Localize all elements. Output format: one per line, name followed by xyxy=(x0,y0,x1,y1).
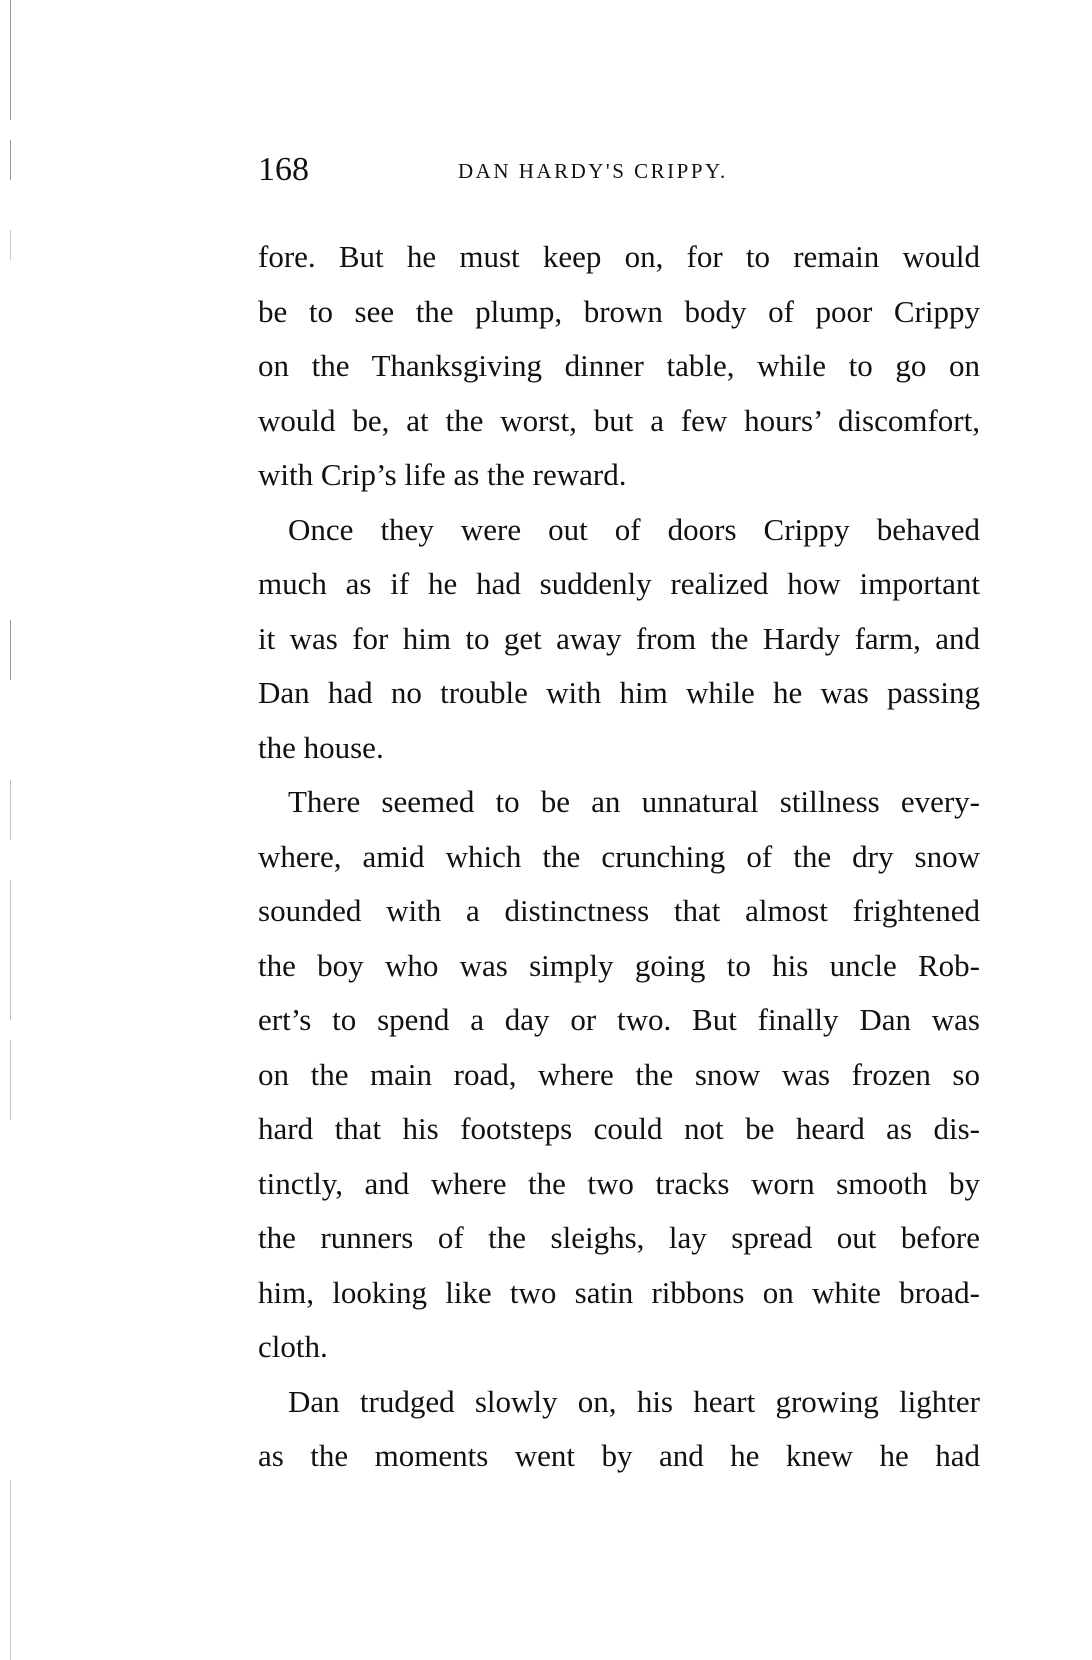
gutter-mark xyxy=(10,230,11,260)
text-line: where, amid which the crunching of the dry snow xyxy=(258,838,980,874)
text-line: on the Thanksgiving dinner table, while to go on xyxy=(258,348,980,383)
text-line: it was for him to get away from the Hardy farm, and xyxy=(258,620,980,656)
text-line: fore. But he must keep on, for to remain would xyxy=(258,239,980,274)
text-line: ert’s to spend a day or two. But finally Dan was xyxy=(258,1002,980,1037)
text-line: with Crip’s life as the reward. xyxy=(258,457,627,492)
paragraph xyxy=(258,775,980,1375)
gutter-mark xyxy=(10,1040,11,1120)
gutter-mark xyxy=(10,620,11,680)
running-head: DAN HARDY'S CRIPPY. xyxy=(458,159,728,183)
text-line: There seemed to be an unnatural stillness every- xyxy=(288,784,980,819)
text-line: the runners of the sleighs, lay spread out before xyxy=(258,1220,980,1255)
text-line: be to see the plump, brown body of poor Crippy xyxy=(258,293,980,329)
text-line: sounded with a distinctness that almost frightened xyxy=(258,893,980,928)
text-line: would be, at the worst, but a few hours’ discomfort, xyxy=(258,402,980,438)
paragraph xyxy=(258,230,980,503)
page-number: 168 xyxy=(258,151,309,188)
gutter-mark xyxy=(10,140,11,180)
text-line: tinctly, and where the two tracks worn smooth by xyxy=(258,1165,980,1201)
gutter-mark xyxy=(10,880,11,1020)
text-line: the boy who was simply going to his uncle Rob- xyxy=(258,947,980,983)
text-line: as the moments went by and he knew he had xyxy=(258,1438,980,1473)
text-line: him, looking like two satin ribbons on white broad- xyxy=(258,1274,980,1310)
text-line: Dan had no trouble with him while he was passing xyxy=(258,675,980,710)
text-line: on the main road, where the snow was frozen so xyxy=(258,1056,980,1092)
text-line: Once they were out of doors Crippy behaved xyxy=(288,511,980,547)
body-text xyxy=(258,230,980,1484)
gutter-mark xyxy=(10,0,11,120)
paragraph xyxy=(258,503,980,776)
text-line: the house. xyxy=(258,729,384,765)
text-line: much as if he had suddenly realized how important xyxy=(258,566,980,601)
gutter-mark xyxy=(10,1480,11,1660)
gutter-mark xyxy=(10,780,11,840)
paragraph xyxy=(258,1375,980,1484)
text-line: hard that his footsteps could not be heard as dis- xyxy=(258,1111,980,1146)
text-line: cloth. xyxy=(258,1329,328,1364)
page-header xyxy=(258,150,978,190)
scan-gutter-marks xyxy=(6,0,36,1660)
text-line: Dan trudged slowly on, his heart growing lighter xyxy=(288,1383,980,1419)
